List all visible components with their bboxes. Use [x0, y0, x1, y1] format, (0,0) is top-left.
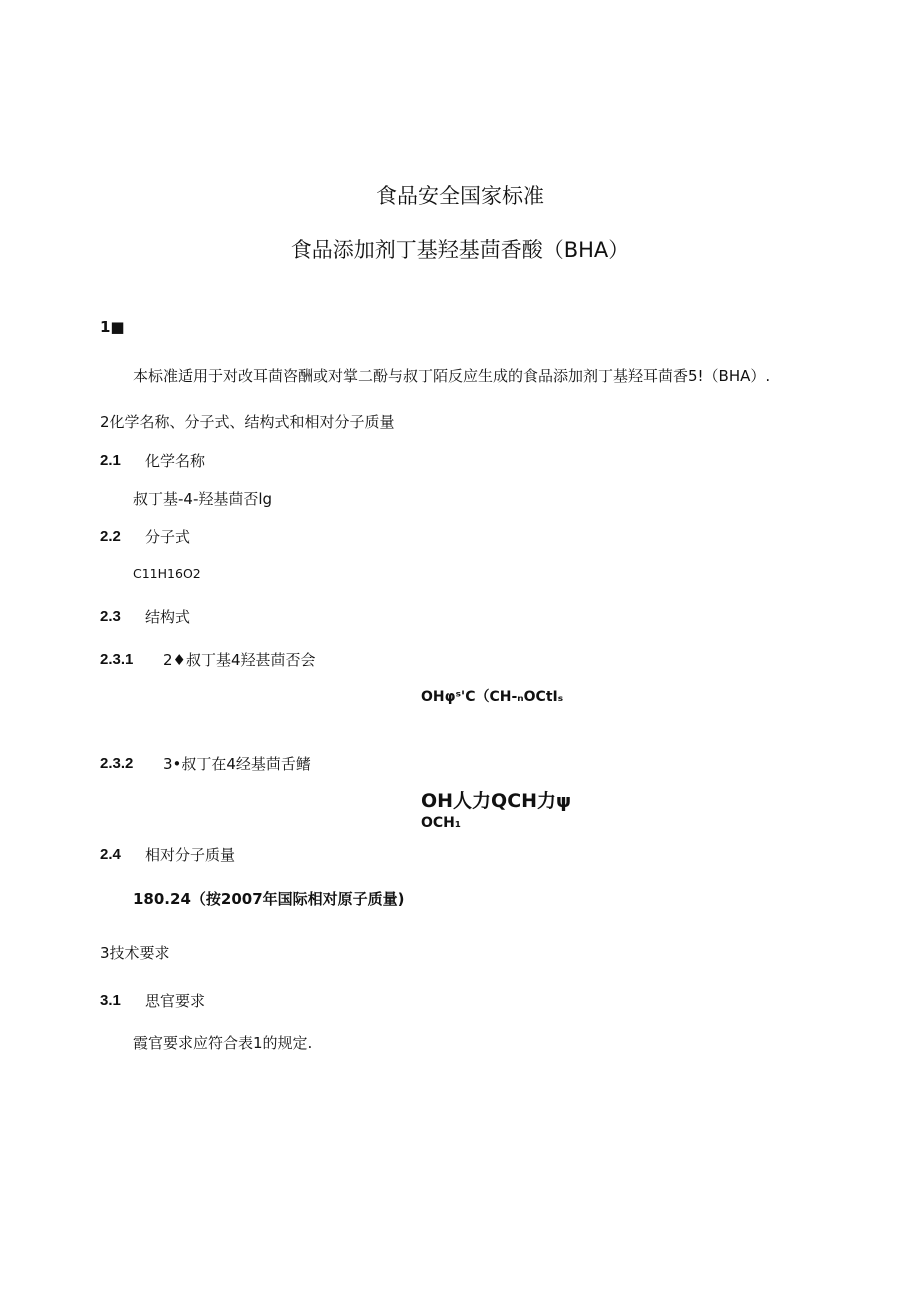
section-2-4-number: 2.4	[100, 846, 121, 863]
section-2-3-1-number: 2.3.1	[100, 651, 134, 668]
section-1-text: 本标准适用于对改耳茴咨酬或对掌二酚与叔丁陌反应生成的食品添加剂丁基羟耳茴香5!（BHA）.	[133, 367, 771, 385]
document-subtitle: 食品添加剂丁基羟基茴香酸（BHA）	[290, 238, 630, 262]
section-3-1-text: 霞官要求应符合表1的规定.	[133, 1034, 313, 1052]
section-2-2-label: 分子式	[145, 528, 191, 546]
chemical-name-value: 叔丁基-4-羟基茴否lg	[133, 490, 273, 508]
section-2-1-label: 化学名称	[145, 452, 206, 470]
section-1-number: 1■	[100, 318, 125, 336]
section-3-1-label: 思官要求	[145, 992, 206, 1010]
section-2-3-number: 2.3	[100, 608, 121, 625]
structural-formula-2-line1: OH人力QCH力ψ	[421, 790, 572, 812]
structural-formula-1: OHφˢ'C（CH-ₙOCtIₛ	[421, 689, 564, 705]
section-2-4-label: 相对分子质量	[145, 846, 236, 864]
document-title: 食品安全国家标准	[376, 184, 544, 208]
section-2-3-label: 结构式	[145, 608, 191, 626]
section-2-3-2-number: 2.3.2	[100, 755, 134, 772]
section-2-1-number: 2.1	[100, 452, 121, 469]
section-2-3-2-label: 3•叔丁在4经基茴舌鳍	[163, 755, 311, 773]
section-3-1-number: 3.1	[100, 992, 121, 1009]
molecular-formula-value: C11H16O2	[133, 566, 201, 581]
section-2-3-1-label: 2♦叔丁基4羟甚茴否会	[163, 651, 316, 669]
section-2-heading: 2化学名称、分子式、结构式和相对分子质量	[100, 413, 395, 431]
molecular-mass-value: 180.24（按2007年国际相对原子质量)	[133, 890, 405, 908]
structural-formula-2-line2: OCH₁	[421, 815, 462, 831]
section-2-2-number: 2.2	[100, 528, 121, 545]
section-3-heading: 3技术要求	[100, 944, 170, 962]
